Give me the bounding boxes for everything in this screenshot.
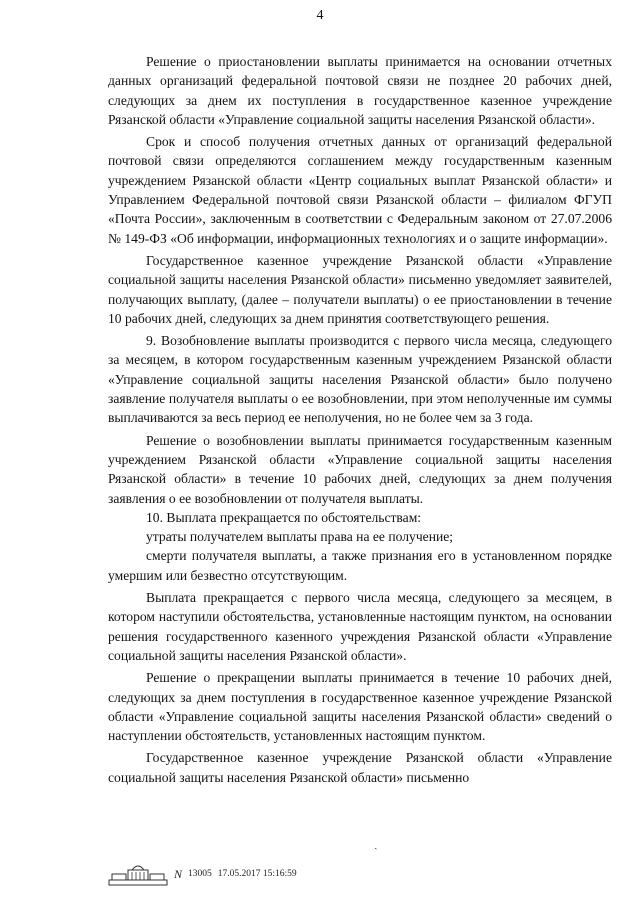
- scan-mark: ˎ: [374, 838, 378, 850]
- document-body: [108, 52, 612, 787]
- registration-mark: N: [174, 866, 183, 881]
- paragraph-reporting-terms: Срок и способ получения отчетных данных от организаций федеральной почтовой связи определяются соглашением между государственным казенным учреждением Рязанской области «Центр социальных выплат Рязанской области» и Управлением Федеральной почтовой связи Рязанской области – филиалом ФГУП «Почта России», заключенным в соответствии с Федеральным законом от 27.07.2006 № 149-ФЗ «Об информации, информационных технологиях и о защите информации».: [108, 134, 612, 246]
- paragraph-termination-decision: Решение о прекращении выплаты принимается в течение 10 рабочих дней, следующих за днем поступления в государственное казенное учреждение Рязанской области «Управление социальной защиты населения Рязанской области» сведений о наступлении обстоятельств, установленных настоящим пунктом.: [108, 670, 612, 744]
- paragraph-written-notice: Государственное казенное учреждение Рязанской области «Управление социальной защиты населения Рязанской области» письменно: [108, 750, 612, 785]
- paragraph-suspension-decision: Решение о приостановлении выплаты принимается на основании отчетных данных организаций федеральной почтовой связи не позднее 20 рабочих дней, следующих за днем их поступления в государственное казенное учреждение Рязанской области «Управление социальной защиты населения Рязанской области».: [108, 54, 612, 127]
- paragraph-item-10-termination: 10. Выплата прекращается по обстоятельствам:: [146, 509, 422, 525]
- government-building-icon: [108, 862, 168, 886]
- paragraph-death: смерти получателя выплаты, а также признания его в установленном порядке умершим или безвестно отсутствующим.: [108, 548, 612, 583]
- registration-timestamp: 17.05.2017 15:16:59: [217, 869, 297, 879]
- paragraph-termination-date: Выплата прекращается с первого числа месяца, следующего за месяцем, в котором наступили обстоятельства, установленные настоящим пунктом, на основании решения государственного казенного учреждения Рязанской области «Управление социальной защиты населения Рязанской области».: [108, 590, 612, 663]
- registration-footer: [108, 862, 297, 886]
- paragraph-notification: Государственное казенное учреждение Рязанской области «Управление социальной защиты населения Рязанской области» письменно уведомляет заявителей, получающих выплату, (далее – получатели выплаты) о ее приостановлении в течение 10 рабочих дней, следующих за днем принятия соответствующего решения.: [108, 252, 612, 326]
- page-number: 4: [316, 8, 324, 23]
- paragraph-item-9-resumption: 9. Возобновление выплаты производится с первого числа месяца, следующего за месяцем, в котором государственным казенным учреждением Рязанской области «Управление социальной защиты населения Рязанской области» было получено заявление получателя выплаты о ее возобновлении, при этом неполученные им суммы выплачиваются за весь период ее неполучения, но не более чем за 3 года.: [108, 333, 612, 426]
- paragraph-loss-of-right: утраты получателем выплаты права на ее получение;: [146, 529, 454, 545]
- document-number: 13005: [188, 869, 212, 879]
- paragraph-resumption-decision: Решение о возобновлении выплаты принимается государственным казенным учреждением Рязанской области «Управление социальной защиты населения Рязанской области» в течение 10 рабочих дней, следующих за днем получения заявления о ее возобновлении от получателя выплаты.: [108, 432, 612, 506]
